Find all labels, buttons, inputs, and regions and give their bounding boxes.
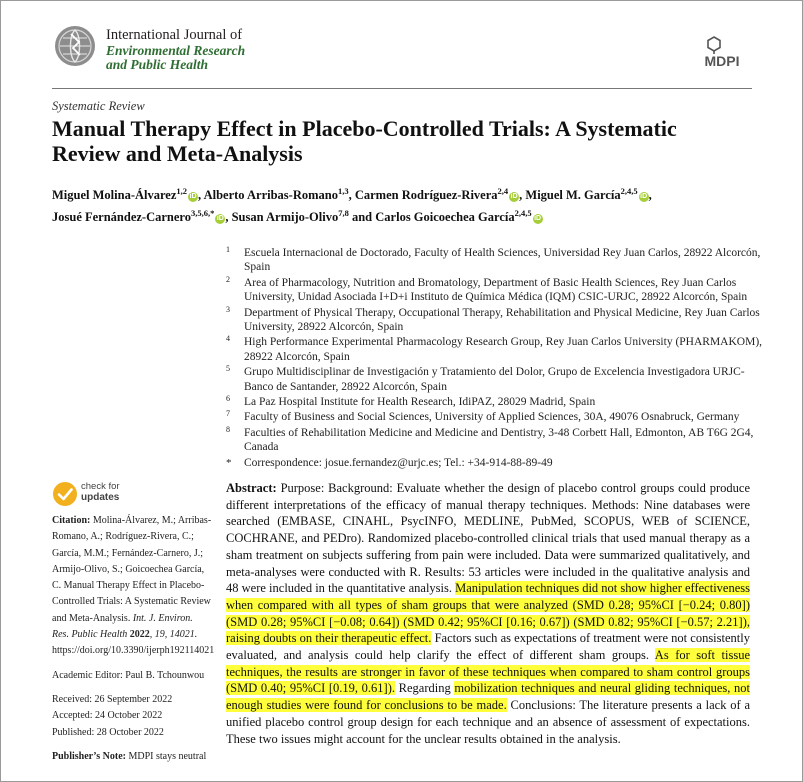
affiliation-text: Faculties of Rehabilitation Medicine and Medicine and Dentistry, 3-48 Corbett Hall, Edmonton, AB T6G 2G4, Canada bbox=[244, 426, 754, 454]
affiliation-number: 3 bbox=[226, 304, 230, 314]
orcid-icon[interactable]: iD bbox=[216, 215, 224, 223]
affiliation-text: Correspondence: josue.fernandez@urjc.es; Tel.: +34-914-88-89-49 bbox=[244, 456, 553, 469]
affiliation-text: Grupo Multidisciplinar de Investigación y Tratamiento del Dolor, Grupo de Excelencia Investigadora URJC-Banco de Santander, 28922 Alcorcón, Spain bbox=[244, 366, 745, 393]
affiliation-text: Faculty of Business and Social Sciences, University of Applied Sciences, 30A, 49076 Osnabruck, Germany bbox=[244, 411, 740, 424]
abstract-highlight-3: mobilization techniques and neural gliding techniques, not enough studies were found for conclusions to be made. bbox=[226, 681, 751, 713]
affiliation-item bbox=[226, 426, 766, 455]
author-separator: , bbox=[198, 188, 204, 203]
abstract bbox=[226, 480, 750, 747]
affiliation-number: 4 bbox=[226, 334, 230, 344]
author-separator: , bbox=[519, 188, 526, 203]
author-affiliation-marker: 7,8 bbox=[338, 208, 349, 219]
affiliation-item bbox=[226, 365, 766, 394]
abstract-label: Abstract: bbox=[226, 481, 277, 495]
citation-doi-link[interactable]: https://doi.org/10.3390/ijerph192114021 bbox=[52, 645, 215, 657]
article-type: Systematic Review bbox=[52, 99, 145, 113]
author-name[interactable]: Miguel Molina-Álvarez bbox=[52, 188, 177, 203]
orcid-icon[interactable]: iD bbox=[510, 193, 518, 201]
check-circle-icon bbox=[52, 481, 78, 507]
affiliation-text: La Paz Hospital Institute for Health Research, IdiPAZ, 28029 Madrid, Spain bbox=[244, 396, 596, 409]
orcid-icon[interactable]: iD bbox=[640, 193, 648, 201]
affiliation-text: Escuela Internacional de Doctorado, Faculty of Health Sciences, Universidad Rey Juan Carlos, 28922 Alcorcón, Spain bbox=[244, 247, 761, 274]
author-list bbox=[52, 182, 762, 226]
author-separator: and bbox=[348, 210, 376, 225]
academic-editor: Academic Editor: Paul B. Tchounwou bbox=[52, 669, 205, 681]
check-for-updates-badge[interactable] bbox=[52, 480, 152, 508]
citation-volume: , 19, 14021. bbox=[149, 629, 198, 641]
author-affiliation-marker: 3,5,6,* bbox=[190, 208, 215, 219]
abstract-text-4: Conclusions: The literature presents a lack of a unified placebo control group design for each technique and an absence of assessment of expectations. These two issues might account for the unclear results obtained in the analysis. bbox=[226, 698, 751, 746]
affiliation-item bbox=[226, 456, 766, 470]
affiliation-item bbox=[226, 410, 766, 424]
author-name[interactable]: Carlos Goicoechea García bbox=[375, 210, 515, 225]
check-updates-line1: check for bbox=[81, 481, 120, 492]
affiliation-number: 1 bbox=[226, 245, 230, 254]
affiliation-number: * bbox=[226, 456, 232, 469]
orcid-icon[interactable]: iD bbox=[189, 193, 197, 201]
author-affiliation-marker: 2,4 bbox=[497, 186, 509, 196]
author-affiliation-marker: 2,4,5 bbox=[620, 186, 638, 196]
left-column bbox=[52, 513, 215, 765]
affiliation-number: 6 bbox=[226, 394, 230, 404]
published-date: Published: 28 October 2022 bbox=[52, 726, 164, 738]
article-title: Manual Therapy Effect in Placebo-Controlled Trials: A Systematic Review and Meta-Analysis bbox=[52, 116, 677, 166]
abstract-highlight-2: As for soft tissue techniques, the results are stronger in favor of these techniques when compared to sham control groups (SMD 0.40; 95%CI [0.19, 0.61]). bbox=[226, 648, 750, 696]
affiliation-item bbox=[226, 306, 766, 335]
author-affiliation-marker: 1,3 bbox=[337, 186, 349, 196]
affiliation-number: 2 bbox=[226, 274, 230, 284]
affiliation-item bbox=[226, 246, 766, 275]
accepted-date: Accepted: 24 October 2022 bbox=[52, 710, 163, 722]
author-affiliation-marker: 2,4,5 bbox=[514, 208, 532, 219]
affiliation-text: Area of Pharmacology, Nutrition and Bromatology, Department of Basic Health Sciences, Rey Juan Carlos University, Unidad Asociada I+D+i Instituto de Química Médica (IQM) CSIC-URJC, 28922 Alcorcón, Spain bbox=[244, 276, 748, 304]
header-divider bbox=[52, 88, 752, 89]
orcid-icon[interactable]: iD bbox=[534, 215, 542, 223]
author-separator: , bbox=[225, 210, 232, 225]
journal-logo-icon bbox=[53, 24, 97, 68]
citation-label: Citation: bbox=[52, 515, 91, 526]
author-separator: , bbox=[348, 188, 355, 203]
publisher-name: MDPI bbox=[704, 53, 740, 69]
citation-text: Molina-Álvarez, M.; Arribas-Romano, A.; Rodríguez-Rivera, C.; García, M.M.; Fernández-Carnero, J.; Armijo-Olivo, S.; Goicoechea García, C. Manual Therapy Effect in Placebo-Controlled Trials: A Systematic Review and Meta-Analysis. bbox=[52, 515, 212, 624]
author-name[interactable]: Susan Armijo-Olivo bbox=[231, 210, 339, 225]
citation-journal: Int. J. Environ. Res. Public Health bbox=[52, 612, 193, 641]
affiliation-list bbox=[226, 246, 766, 471]
journal-name-line1: International Journal of bbox=[106, 27, 243, 43]
author-name[interactable]: Josué Fernández-Carnero bbox=[52, 210, 191, 225]
publishers-note-label: Publisher’s Note: bbox=[52, 750, 126, 762]
affiliation-number: 5 bbox=[226, 364, 230, 374]
author-separator: , bbox=[648, 188, 652, 203]
abstract-text-3: Regarding bbox=[398, 681, 451, 696]
author-name[interactable]: Miguel M. García bbox=[525, 188, 621, 203]
author-name[interactable]: Alberto Arribas-Romano bbox=[203, 188, 338, 203]
abstract-text-1: Purpose: Background: Evaluate whether the design of placebo control groups could produce different interpretations of the efficacy of manual therapy techniques. Methods: Nine databases were searched (EMBASE, CINAHL, PsycINFO, MEDLINE, PubMed, SCOPUS, WEB of SCIENCE, COCHRANE, and PEDro). Randomized placebo-controlled clinical trials that used manual therapy as a sham treatment on subjects suffering from pain were included. Data were summarized qualitatively, and meta-analyses were conducted with R. Results: 53 articles were included in the qualitative analysis and 48 were included in the quantitative analysis. bbox=[226, 481, 751, 596]
abstract-highlight-1: Manipulation techniques did not show higher effectiveness when compared with all types of sham groups that were analyzed (SMD 0.28; 95%CI [−0.24; 0.80]) (SMD 0.28; 95%CI [−0.08; 0.64]) (SMD 0.42; 95%CI [0.16; 0.67]) (SMD 0.82; 95%CI [−0.57; 2.21]), raising doubts on their therapeutic effect. bbox=[226, 581, 751, 646]
journal-name-line2: Environmental Research bbox=[106, 43, 246, 58]
affiliation-item bbox=[226, 395, 766, 409]
publishers-note-text: MDPI stays neutral bbox=[128, 750, 207, 762]
mdpi-logo bbox=[693, 35, 751, 69]
affiliation-number: 7 bbox=[226, 409, 230, 419]
author-name[interactable]: Carmen Rodríguez-Rivera bbox=[354, 188, 498, 203]
affiliation-item bbox=[226, 335, 766, 364]
affiliation-item bbox=[226, 276, 766, 305]
publishers-note bbox=[52, 749, 212, 765]
check-updates-line2: updates bbox=[81, 492, 120, 503]
citation-year: 2022 bbox=[129, 629, 150, 641]
abstract-text-2: Factors such as expectations of treatment were not consistently evaluated, and analysis could help clarify the effect of different sham groups. bbox=[226, 631, 750, 663]
affiliation-text: Department of Physical Therapy, Occupational Therapy, Rehabilitation and Physical Medicine, Rey Juan Carlos University, 28922 Alcorcón, Spain bbox=[244, 306, 760, 334]
affiliation-number: 8 bbox=[226, 424, 230, 434]
author-affiliation-marker: 1,2 bbox=[176, 186, 188, 196]
journal-name-line3: and Public Health bbox=[106, 57, 209, 72]
citation bbox=[52, 513, 215, 660]
affiliation-text: High Performance Experimental Pharmacology Research Group, Rey Juan Carlos University (PHARMAKOM), 28922 Alcorcón, Spain bbox=[244, 336, 763, 363]
received-date: Received: 26 September 2022 bbox=[52, 693, 173, 705]
